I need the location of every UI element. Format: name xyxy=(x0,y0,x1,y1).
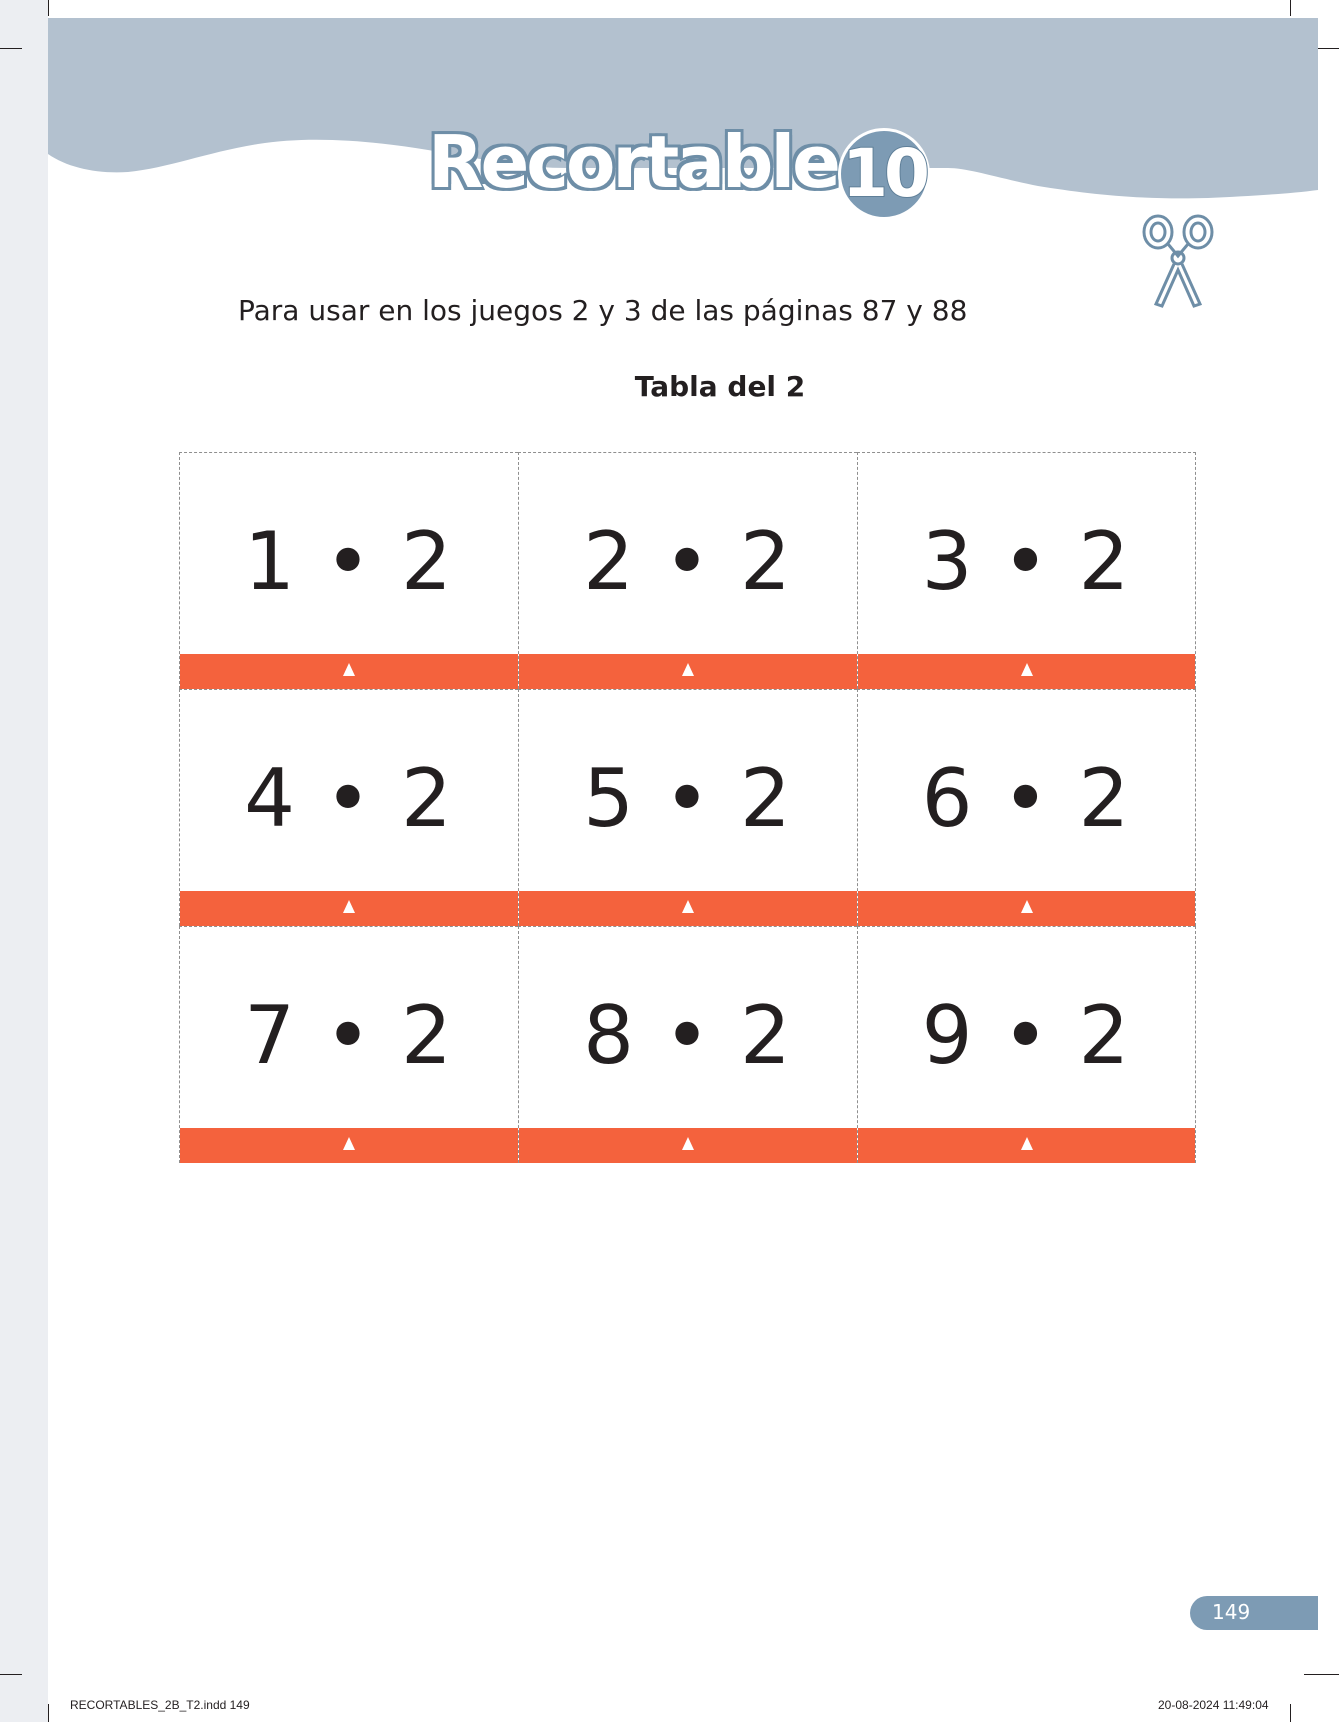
page-title xyxy=(428,120,948,240)
card-grid xyxy=(179,452,1196,1162)
up-arrow-icon xyxy=(682,1137,694,1150)
page-number-tab xyxy=(1190,1596,1318,1630)
cutout-card xyxy=(179,452,518,689)
up-arrow-icon xyxy=(343,900,355,913)
card-expression: 8 • 2 xyxy=(583,989,793,1082)
page-number: 149 xyxy=(1212,1600,1251,1624)
crop-mark xyxy=(1290,1704,1291,1722)
crop-mark xyxy=(1290,0,1291,16)
card-expression: 7 • 2 xyxy=(244,989,454,1082)
cutout-card xyxy=(518,926,857,1163)
cutout-card xyxy=(179,689,518,926)
card-bar xyxy=(180,1128,518,1163)
cutout-card xyxy=(179,926,518,1163)
scissors-icon xyxy=(1138,212,1218,312)
crop-mark xyxy=(0,1674,22,1675)
card-bar xyxy=(519,1128,857,1163)
title-number-badge xyxy=(838,128,930,220)
instruction-text: Para usar en los juegos 2 y 3 de las páginas 87 y 88 xyxy=(238,294,968,327)
card-expression: 1 • 2 xyxy=(244,515,454,608)
slug-timestamp: 20-08-2024 11:49:04 xyxy=(1158,1698,1269,1712)
card-expression: 4 • 2 xyxy=(244,752,454,845)
up-arrow-icon xyxy=(343,663,355,676)
card-bar xyxy=(519,891,857,926)
cutout-card xyxy=(857,689,1196,926)
card-bar xyxy=(858,891,1195,926)
card-expression: 9 • 2 xyxy=(921,989,1132,1082)
title-number: 10 xyxy=(842,135,926,212)
card-expression: 5 • 2 xyxy=(583,752,793,845)
title-text: Recortable xyxy=(428,120,838,204)
cutout-card xyxy=(518,689,857,926)
slug-file: RECORTABLES_2B_T2.indd 149 xyxy=(70,1698,250,1712)
card-bar xyxy=(858,654,1195,689)
table-title: Tabla del 2 xyxy=(634,370,806,403)
cutout-card xyxy=(857,452,1196,689)
up-arrow-icon xyxy=(1021,1137,1033,1150)
card-expression: 6 • 2 xyxy=(921,752,1132,845)
card-expression: 2 • 2 xyxy=(583,515,793,608)
up-arrow-icon xyxy=(343,1137,355,1150)
card-bar xyxy=(858,1128,1195,1163)
crop-mark xyxy=(0,48,22,49)
up-arrow-icon xyxy=(1021,663,1033,676)
cutout-card xyxy=(518,452,857,689)
card-bar xyxy=(519,654,857,689)
card-bar xyxy=(180,891,518,926)
card-bar xyxy=(180,654,518,689)
up-arrow-icon xyxy=(1021,900,1033,913)
crop-mark xyxy=(48,0,49,16)
cutout-card xyxy=(857,926,1196,1163)
up-arrow-icon xyxy=(682,900,694,913)
left-margin-strip xyxy=(0,0,48,1722)
crop-mark xyxy=(48,1704,49,1722)
crop-mark xyxy=(1304,1674,1339,1675)
card-expression: 3 • 2 xyxy=(921,515,1132,608)
up-arrow-icon xyxy=(682,663,694,676)
